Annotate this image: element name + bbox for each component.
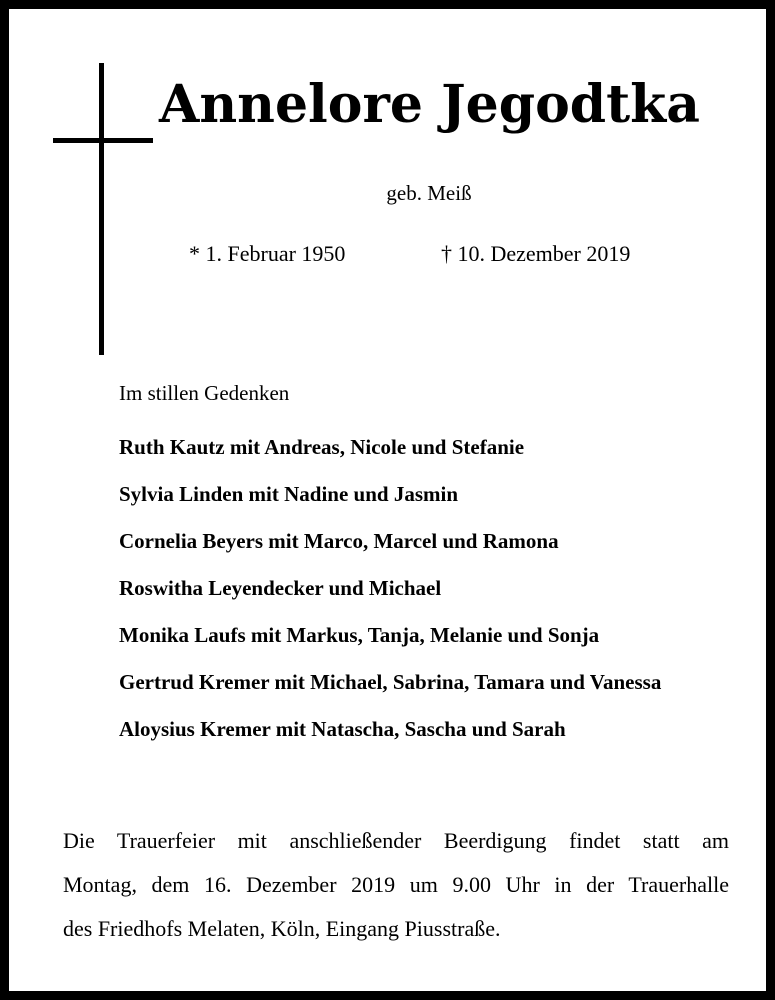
mourners-list (119, 433, 661, 762)
birth-name: geb. Meiß (386, 181, 472, 205)
mourner-entry: Ruth Kautz mit Andreas, Nicole und Stefanie (119, 435, 525, 459)
cross-icon (99, 63, 104, 355)
mourner-entry: Roswitha Leyendecker und Michael (119, 576, 442, 600)
cross-icon-bar (53, 138, 153, 143)
funeral-notice-line: Die Trauerfeier mit anschließender Beerdigung findet statt am (63, 828, 729, 853)
mourner-entry: Monika Laufs mit Markus, Tanja, Melanie und Sonja (119, 623, 600, 647)
mourner-entry: Gertrud Kremer mit Michael, Sabrina, Tamara und Vanessa (119, 670, 662, 694)
funeral-notice-line: des Friedhofs Melaten, Köln, Eingang Piusstraße. (63, 916, 501, 941)
birth-date: * 1. Februar 1950 (189, 241, 346, 266)
memory-line: Im stillen Gedenken (119, 381, 290, 405)
death-date: † 10. Dezember 2019 (441, 241, 631, 266)
funeral-notice (63, 827, 729, 959)
mourner-entry: Sylvia Linden mit Nadine und Jasmin (119, 482, 459, 506)
mourner-entry: Cornelia Beyers mit Marco, Marcel und Ramona (119, 529, 559, 553)
funeral-notice-line: Montag, dem 16. Dezember 2019 um 9.00 Uhr in der Trauerhalle (63, 872, 729, 897)
deceased-name: Annelore Jegodtka (159, 74, 700, 135)
mourner-entry: Aloysius Kremer mit Natascha, Sascha und Sarah (119, 717, 566, 741)
